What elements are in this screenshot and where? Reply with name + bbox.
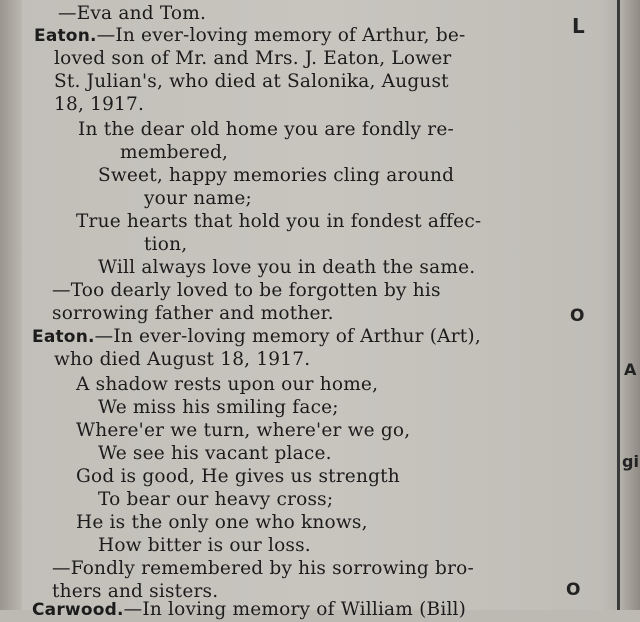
- notice-text: —In ever-loving memory of Arthur, be-: [96, 25, 466, 46]
- verse-line: He is the only one who knows,: [76, 512, 368, 533]
- notice-heading-line: [32, 598, 466, 622]
- closing-line: —Fondly remembered by his sorrowing bro-: [52, 558, 474, 579]
- notice-heading-line: [34, 24, 465, 48]
- verse-line: True hearts that hold you in fondest affec-: [76, 211, 482, 232]
- verse-line: God is good, He gives us strength: [76, 466, 400, 487]
- surname-heading: Eaton.: [32, 327, 95, 347]
- verse-line: A shadow rests upon our home,: [76, 374, 379, 395]
- closing-line: sorrowing father and mother.: [52, 303, 334, 324]
- verse-line: How bitter is our loss.: [98, 535, 311, 556]
- verse-line: Where'er we turn, where'er we go,: [76, 420, 411, 441]
- verse-line: Will always love you in death the same.: [98, 257, 476, 278]
- margin-mark: O: [566, 580, 581, 600]
- verse-line: tion,: [144, 234, 188, 255]
- notice-text: —In ever-loving memory of Arthur (Art),: [94, 326, 481, 347]
- margin-mark: O: [570, 306, 585, 326]
- closing-line: —Too dearly loved to be forgotten by his: [52, 280, 441, 301]
- surname-heading: Carwood.: [32, 600, 124, 620]
- surname-heading: Eaton.: [34, 26, 97, 46]
- verse-line: In the dear old home you are fondly re-: [78, 119, 454, 140]
- left-gutter: [0, 0, 22, 610]
- verse-line: your name;: [144, 188, 252, 209]
- notice-text: who died August 18, 1917.: [54, 349, 311, 370]
- notice-text: —In loving memory of William (Bill): [123, 599, 467, 620]
- edge-mark: A: [624, 360, 637, 379]
- memoriam-column: [28, 0, 608, 620]
- margin-mark: L: [572, 14, 585, 38]
- notice-text: St. Julian's, who died at Salonika, August: [54, 71, 449, 92]
- edge-mark: gi: [622, 452, 639, 471]
- signoff-line: —Eva and Tom.: [58, 3, 207, 24]
- verse-line: Sweet, happy memories cling around: [98, 165, 455, 186]
- verse-line: To bear our heavy cross;: [98, 489, 334, 510]
- notice-text: loved son of Mr. and Mrs. J. Eaton, Lower: [54, 48, 452, 69]
- right-edge: [620, 0, 640, 610]
- verse-line: We miss his smiling face;: [98, 397, 339, 418]
- closing-line: thers and sisters.: [52, 581, 219, 602]
- verse-line: We see his vacant place.: [98, 443, 332, 464]
- notice-text: 18, 1917.: [54, 94, 145, 115]
- verse-line: membered,: [120, 142, 229, 163]
- notice-heading-line: [32, 325, 481, 349]
